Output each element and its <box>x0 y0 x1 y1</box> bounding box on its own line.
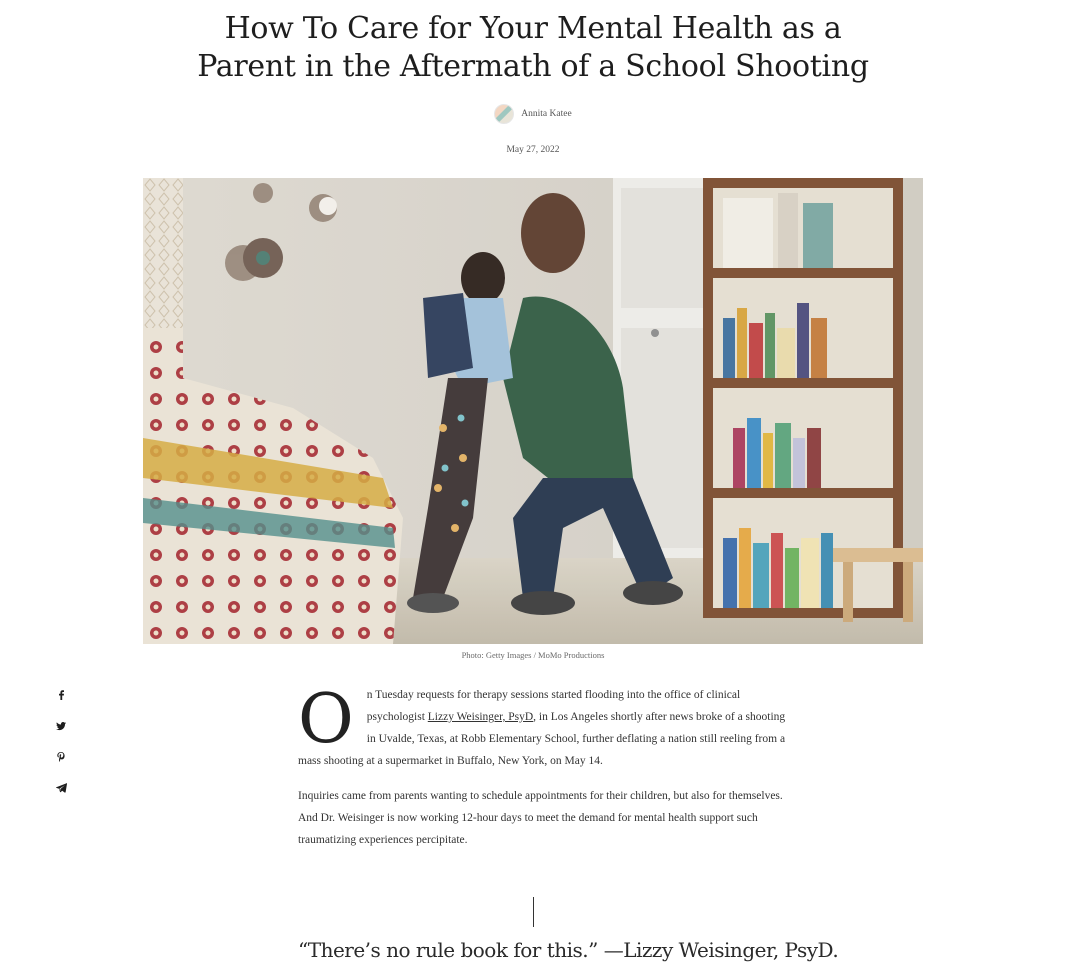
pull-quote: “There’s no rule book for this.” —Lizzy Weisinger, PsyD. <box>298 938 839 962</box>
facebook-icon[interactable] <box>52 686 70 704</box>
share-bar <box>52 686 70 797</box>
paragraph-intro <box>298 680 786 772</box>
hero-photo <box>143 178 923 644</box>
paragraph-intro-text: n Tuesday requests for therapy sessions started flooding into the office of clinical psychologist <box>366 689 741 723</box>
author-name[interactable]: Annita Katee <box>521 109 572 119</box>
psychologist-link[interactable]: Lizzy Weisinger, PsyD <box>427 711 534 723</box>
byline <box>0 104 1066 124</box>
article-title: How To Care for Your Mental Health as a Parent in the Aftermath of a School Shooting <box>197 11 869 84</box>
twitter-icon[interactable] <box>52 717 70 735</box>
pull-quote-rule <box>533 897 534 927</box>
photo-caption: Photo: Getty Images / MoMo Productions <box>461 650 605 660</box>
paragraph-intro-text-end: , in Los Angeles shortly after news broke of a shooting in Uvalde, Texas, at Robb Elementary School, further deflating a nation still reeling from a mass shooting at a supermarket in Buffalo, New York, on May 14. <box>298 711 786 767</box>
drop-cap: O <box>298 680 354 759</box>
paragraph-two: Inquiries came from parents wanting to schedule appointments for their children, but also for themselves. And Dr. Weisinger is now working 12-hour days to meet the demand for mental health support such traumatizing experiences percipitate. <box>298 790 783 846</box>
pinterest-icon[interactable] <box>52 748 70 766</box>
telegram-icon[interactable] <box>52 779 70 797</box>
article-body <box>298 680 786 864</box>
publish-date: May 27, 2022 <box>506 145 560 155</box>
author-avatar[interactable] <box>494 104 514 124</box>
